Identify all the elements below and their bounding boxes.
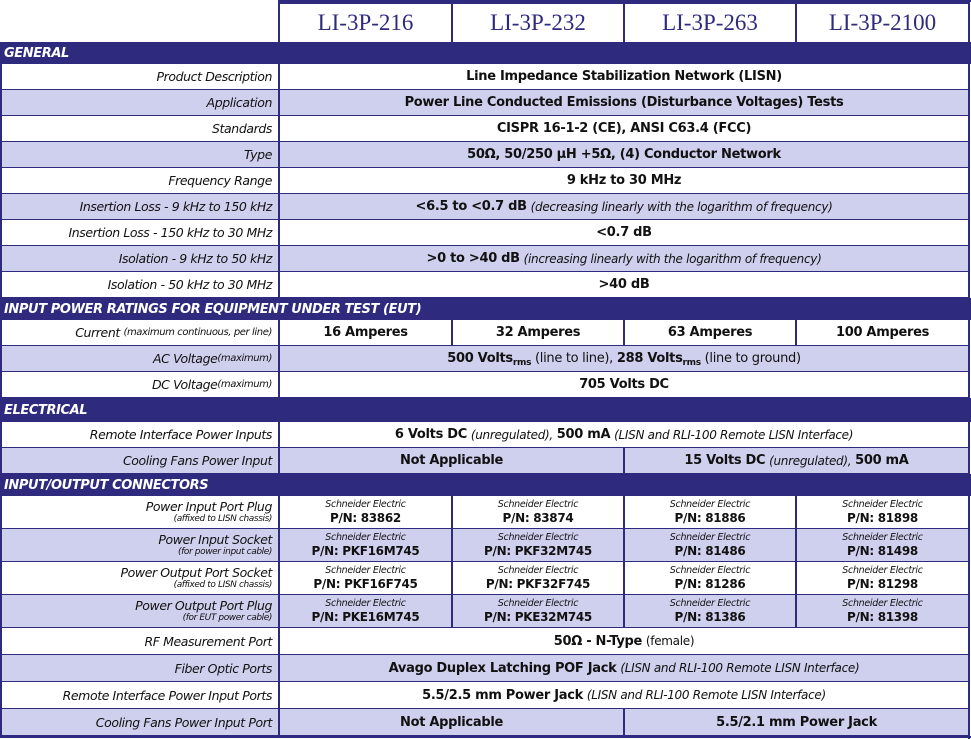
label-power-output-port-plug: Power Output Port Plug (for EUT power cable): [0, 595, 278, 628]
label-type: Type: [0, 142, 278, 168]
value-application: Power Line Conducted Emissions (Disturbance Voltages) Tests: [278, 90, 968, 116]
pn-power-output-socket-232: Schneider Electric P/N: PKF32F745: [451, 562, 623, 595]
label-insertion-loss-high: Insertion Loss - 150 kHz to 30 MHz: [0, 220, 278, 246]
value-cooling-fans-right: 15 Volts DC (unregulated), 500 mA: [623, 448, 968, 474]
pn-power-input-plug-263: Schneider Electric P/N: 81886: [623, 496, 795, 529]
label-power-output-port-socket: Power Output Port Socket (affixed to LISN chassis): [0, 562, 278, 595]
value-remote-interface-ports: 5.5/2.5 mm Power Jack (LISN and RLI-100 Remote LISN Interface): [278, 682, 968, 709]
label-standards: Standards: [0, 116, 278, 142]
value-current-216: 16 Amperes: [278, 320, 451, 346]
label-dc-voltage: DC Voltage (maximum): [0, 372, 278, 398]
label-isolation-low: Isolation - 9 kHz to 50 kHz: [0, 246, 278, 272]
label-application: Application: [0, 90, 278, 116]
table-right-border: [968, 0, 970, 739]
pn-power-output-plug-263: Schneider Electric P/N: 81386: [623, 595, 795, 628]
label-insertion-loss-low: Insertion Loss - 9 kHz to 150 kHz: [0, 194, 278, 220]
label-ac-voltage: AC Voltage (maximum): [0, 346, 278, 372]
model-header-263: LI-3P-263: [623, 2, 795, 42]
pn-power-input-socket-263: Schneider Electric P/N: 81486: [623, 529, 795, 562]
label-cooling-fans-power: Cooling Fans Power Input: [0, 448, 278, 474]
value-cooling-port-right: 5.5/2.1 mm Power Jack: [623, 709, 968, 736]
pn-power-output-socket-216: Schneider Electric P/N: PKF16F745: [278, 562, 451, 595]
value-type: 50Ω, 50/250 µH +5Ω, (4) Conductor Network: [278, 142, 968, 168]
value-cooling-port-left: Not Applicable: [278, 709, 623, 736]
value-ac-voltage: 500 Volts rms (line to line), 288 Volts rms (line to ground): [278, 346, 968, 372]
label-power-input-port-plug: Power Input Port Plug (affixed to LISN chassis): [0, 496, 278, 529]
label-current: Current (maximum continuous, per line): [0, 320, 278, 346]
pn-power-input-plug-216: Schneider Electric P/N: 83862: [278, 496, 451, 529]
pn-power-output-plug-2100: Schneider Electric P/N: 81398: [795, 595, 968, 628]
value-insertion-loss-low: <6.5 to <0.7 dB (decreasing linearly with the logarithm of frequency): [278, 194, 968, 220]
value-cooling-fans-left: Not Applicable: [278, 448, 623, 474]
value-remote-interface-power: 6 Volts DC (unregulated), 500 mA (LISN and RLI-100 Remote LISN Interface): [278, 422, 968, 448]
value-current-2100: 100 Amperes: [795, 320, 968, 346]
value-isolation-high: >40 dB: [278, 272, 968, 298]
label-remote-interface-ports: Remote Interface Power Input Ports: [0, 682, 278, 709]
value-product-description: Line Impedance Stabilization Network (LISN): [278, 64, 968, 90]
pn-power-input-plug-2100: Schneider Electric P/N: 81898: [795, 496, 968, 529]
value-frequency-range: 9 kHz to 30 MHz: [278, 168, 968, 194]
section-input-power: INPUT POWER RATINGS FOR EQUIPMENT UNDER TEST (EUT): [0, 298, 971, 320]
pn-power-output-plug-216: Schneider Electric P/N: PKE16M745: [278, 595, 451, 628]
value-insertion-loss-high: <0.7 dB: [278, 220, 968, 246]
value-rf-measurement-port: 50Ω - N-Type (female): [278, 628, 968, 655]
pn-power-output-plug-232: Schneider Electric P/N: PKE32M745: [451, 595, 623, 628]
label-fiber-optic-ports: Fiber Optic Ports: [0, 655, 278, 682]
value-current-263: 63 Amperes: [623, 320, 795, 346]
value-dc-voltage: 705 Volts DC: [278, 372, 968, 398]
section-electrical: ELECTRICAL: [0, 398, 971, 422]
value-isolation-low: >0 to >40 dB (increasing linearly with the logarithm of frequency): [278, 246, 968, 272]
value-fiber-optic-ports: Avago Duplex Latching POF Jack (LISN and RLI-100 Remote LISN Interface): [278, 655, 968, 682]
label-rf-measurement-port: RF Measurement Port: [0, 628, 278, 655]
pn-power-input-plug-232: Schneider Electric P/N: 83874: [451, 496, 623, 529]
value-current-232: 32 Amperes: [451, 320, 623, 346]
label-product-description: Product Description: [0, 64, 278, 90]
model-header-2100: LI-3P-2100: [795, 2, 968, 42]
label-frequency-range: Frequency Range: [0, 168, 278, 194]
section-connectors: INPUT/OUTPUT CONNECTORS: [0, 474, 971, 496]
model-header-216: LI-3P-216: [278, 2, 451, 42]
pn-power-output-socket-2100: Schneider Electric P/N: 81298: [795, 562, 968, 595]
section-general: GENERAL: [0, 42, 971, 64]
pn-power-input-socket-216: Schneider Electric P/N: PKF16M745: [278, 529, 451, 562]
table-bottom-border: [0, 736, 971, 738]
pn-power-input-socket-2100: Schneider Electric P/N: 81498: [795, 529, 968, 562]
label-remote-interface-power: Remote Interface Power Inputs: [0, 422, 278, 448]
pn-power-output-socket-263: Schneider Electric P/N: 81286: [623, 562, 795, 595]
label-isolation-high: Isolation - 50 kHz to 30 MHz: [0, 272, 278, 298]
value-standards: CISPR 16-1-2 (CE), ANSI C63.4 (FCC): [278, 116, 968, 142]
table-top-border: [278, 0, 971, 2]
label-cooling-fans-port: Cooling Fans Power Input Port: [0, 709, 278, 736]
label-power-input-socket: Power Input Socket (for power input cable): [0, 529, 278, 562]
model-header-232: LI-3P-232: [451, 2, 623, 42]
pn-power-input-socket-232: Schneider Electric P/N: PKF32M745: [451, 529, 623, 562]
